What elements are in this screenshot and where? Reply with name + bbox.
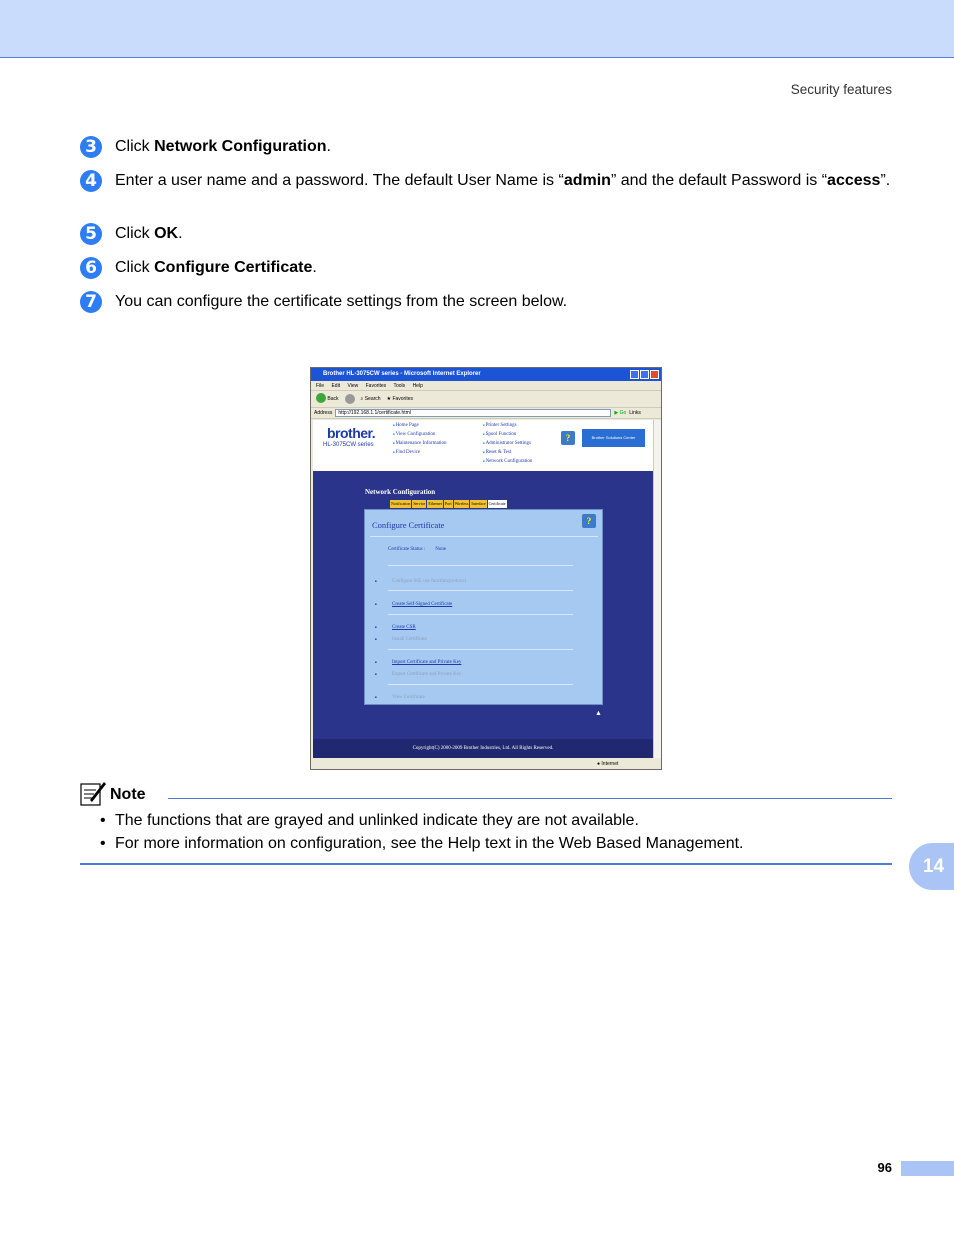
web-content <box>313 420 653 758</box>
create-csr-link[interactable]: ■ Create CSR <box>392 625 416 630</box>
menu-tools[interactable]: Tools <box>393 383 406 389</box>
nav-view-configuration[interactable]: ■ View Configuration <box>393 430 447 439</box>
nav-left <box>393 421 447 457</box>
step-number: 6 <box>80 257 102 279</box>
nav-home-page[interactable]: ■ Home Page <box>393 421 447 430</box>
menu-help[interactable]: Help <box>412 383 423 389</box>
divider <box>388 565 573 566</box>
section-title: Security features <box>790 82 892 97</box>
divider <box>388 590 573 591</box>
view-certificate-item: ■ View Certificate <box>392 695 425 700</box>
tab-ethernet[interactable]: Ethernet <box>428 501 442 506</box>
certificate-status: Certificate Status : None <box>388 547 447 552</box>
step-text: Enter a user name and a password. The default User Name is “admin” and the default Password is “access”. <box>115 172 891 189</box>
window-titlebar <box>311 368 661 381</box>
install-certificate-item: ■ Install Certificate <box>392 637 427 642</box>
note-divider <box>168 798 892 799</box>
nav-network-configuration[interactable]: ■ Network Configuration <box>483 457 532 466</box>
divider <box>388 614 573 615</box>
address-input[interactable]: http://192.168.1.1/certificate.html <box>335 409 611 417</box>
step-text: Click OK. <box>115 225 183 242</box>
minimize-icon[interactable] <box>630 370 639 379</box>
menu-file[interactable]: File <box>316 383 325 389</box>
forward-icon[interactable] <box>345 394 355 404</box>
step-text: Click Network Configuration. <box>115 138 331 155</box>
tab-certificate[interactable]: Certificate <box>488 501 506 506</box>
search-button[interactable]: ⌕ Search <box>360 395 381 402</box>
go-button[interactable]: ▶ Go <box>614 409 627 416</box>
panel-title: Configure Certificate <box>372 520 445 530</box>
import-certificate-link[interactable]: ■ Import Certificate and Private Key <box>392 660 461 665</box>
nav-maintenance-information[interactable]: ■ Maintenance Information <box>393 439 447 448</box>
page-number: 96 <box>877 1160 892 1175</box>
nav-spool-function[interactable]: ■ Spool Function <box>483 430 532 439</box>
divider <box>388 649 573 650</box>
nav-right <box>483 421 532 466</box>
configure-ssl-item: ■ Configure SSL use function/protocol <box>392 579 466 584</box>
scroll-top-icon[interactable]: ▲ <box>595 709 602 717</box>
menu-edit[interactable]: Edit <box>331 383 341 389</box>
nav-find-device[interactable]: ■ Find Device <box>393 448 447 457</box>
header-bar <box>0 0 954 58</box>
model-name: HL-3075CW series <box>323 442 374 448</box>
create-self-signed-certificate-link[interactable]: ■ Create Self-Signed Certificate <box>392 602 452 607</box>
nav-reset-test[interactable]: ■ Reset & Test <box>483 448 532 457</box>
copyright-footer: Copyright(C) 2000-2009 Brother Industries, Ltd. All Rights Reserved. <box>313 739 653 758</box>
links-button[interactable]: Links <box>629 409 641 416</box>
step-number: 5 <box>80 223 102 245</box>
scrollbar[interactable] <box>653 420 661 758</box>
maximize-icon[interactable] <box>640 370 649 379</box>
internet-zone: ● Internet <box>597 761 619 767</box>
page-number-bar <box>901 1161 954 1176</box>
step-number: 4 <box>80 170 102 192</box>
step-text: Click Configure Certificate. <box>115 259 317 276</box>
tab-service[interactable]: Service <box>413 501 426 506</box>
step-text: You can configure the certificate settings from the screen below. <box>115 293 568 310</box>
favorites-button[interactable]: ★ Favorites <box>386 395 413 402</box>
tab-port[interactable]: Port <box>444 501 452 506</box>
export-certificate-item: ■ Export Certificate and Private Key <box>392 672 461 677</box>
status-bar <box>311 758 662 770</box>
nav-administrator-settings[interactable]: ■ Administrator Settings <box>483 439 532 448</box>
back-button[interactable]: Back <box>316 391 339 408</box>
nav-printer-settings[interactable]: ■ Printer Settings <box>483 421 532 430</box>
divider <box>370 536 598 537</box>
tab-wireless[interactable]: Wireless <box>454 501 469 506</box>
chapter-tab: 14 <box>909 843 954 890</box>
window-title: Brother HL-3075CW series - Microsoft Internet Explorer <box>323 371 481 377</box>
address-bar <box>311 408 661 419</box>
tab-interface[interactable]: Interface <box>471 501 486 506</box>
page-header <box>313 420 653 471</box>
close-icon[interactable] <box>650 370 659 379</box>
help-icon[interactable]: ? <box>561 431 575 445</box>
tab-notification[interactable]: Notification <box>391 501 411 506</box>
note-label: Note <box>110 786 146 803</box>
certificate-status-value: None <box>435 547 447 552</box>
step-number: 7 <box>80 291 102 313</box>
divider <box>388 684 573 685</box>
help-icon[interactable]: ? <box>582 514 596 528</box>
address-label: Address <box>314 409 333 416</box>
menu-favorites[interactable]: Favorites <box>365 383 387 389</box>
configure-certificate-panel <box>364 509 603 705</box>
step-number: 3 <box>80 136 102 158</box>
back-icon <box>316 393 326 403</box>
network-configuration-title: Network Configuration <box>365 488 436 496</box>
config-tabs <box>390 500 507 508</box>
browser-toolbar <box>311 391 661 408</box>
note-icon <box>80 780 107 807</box>
browser-screenshot <box>310 367 662 770</box>
solutions-center-banner[interactable]: Brother Solutions Center <box>582 429 645 447</box>
note-bottom-divider <box>80 863 892 865</box>
menu-bar <box>311 381 661 391</box>
menu-view[interactable]: View <box>347 383 359 389</box>
brother-logo: brother. <box>327 425 376 441</box>
